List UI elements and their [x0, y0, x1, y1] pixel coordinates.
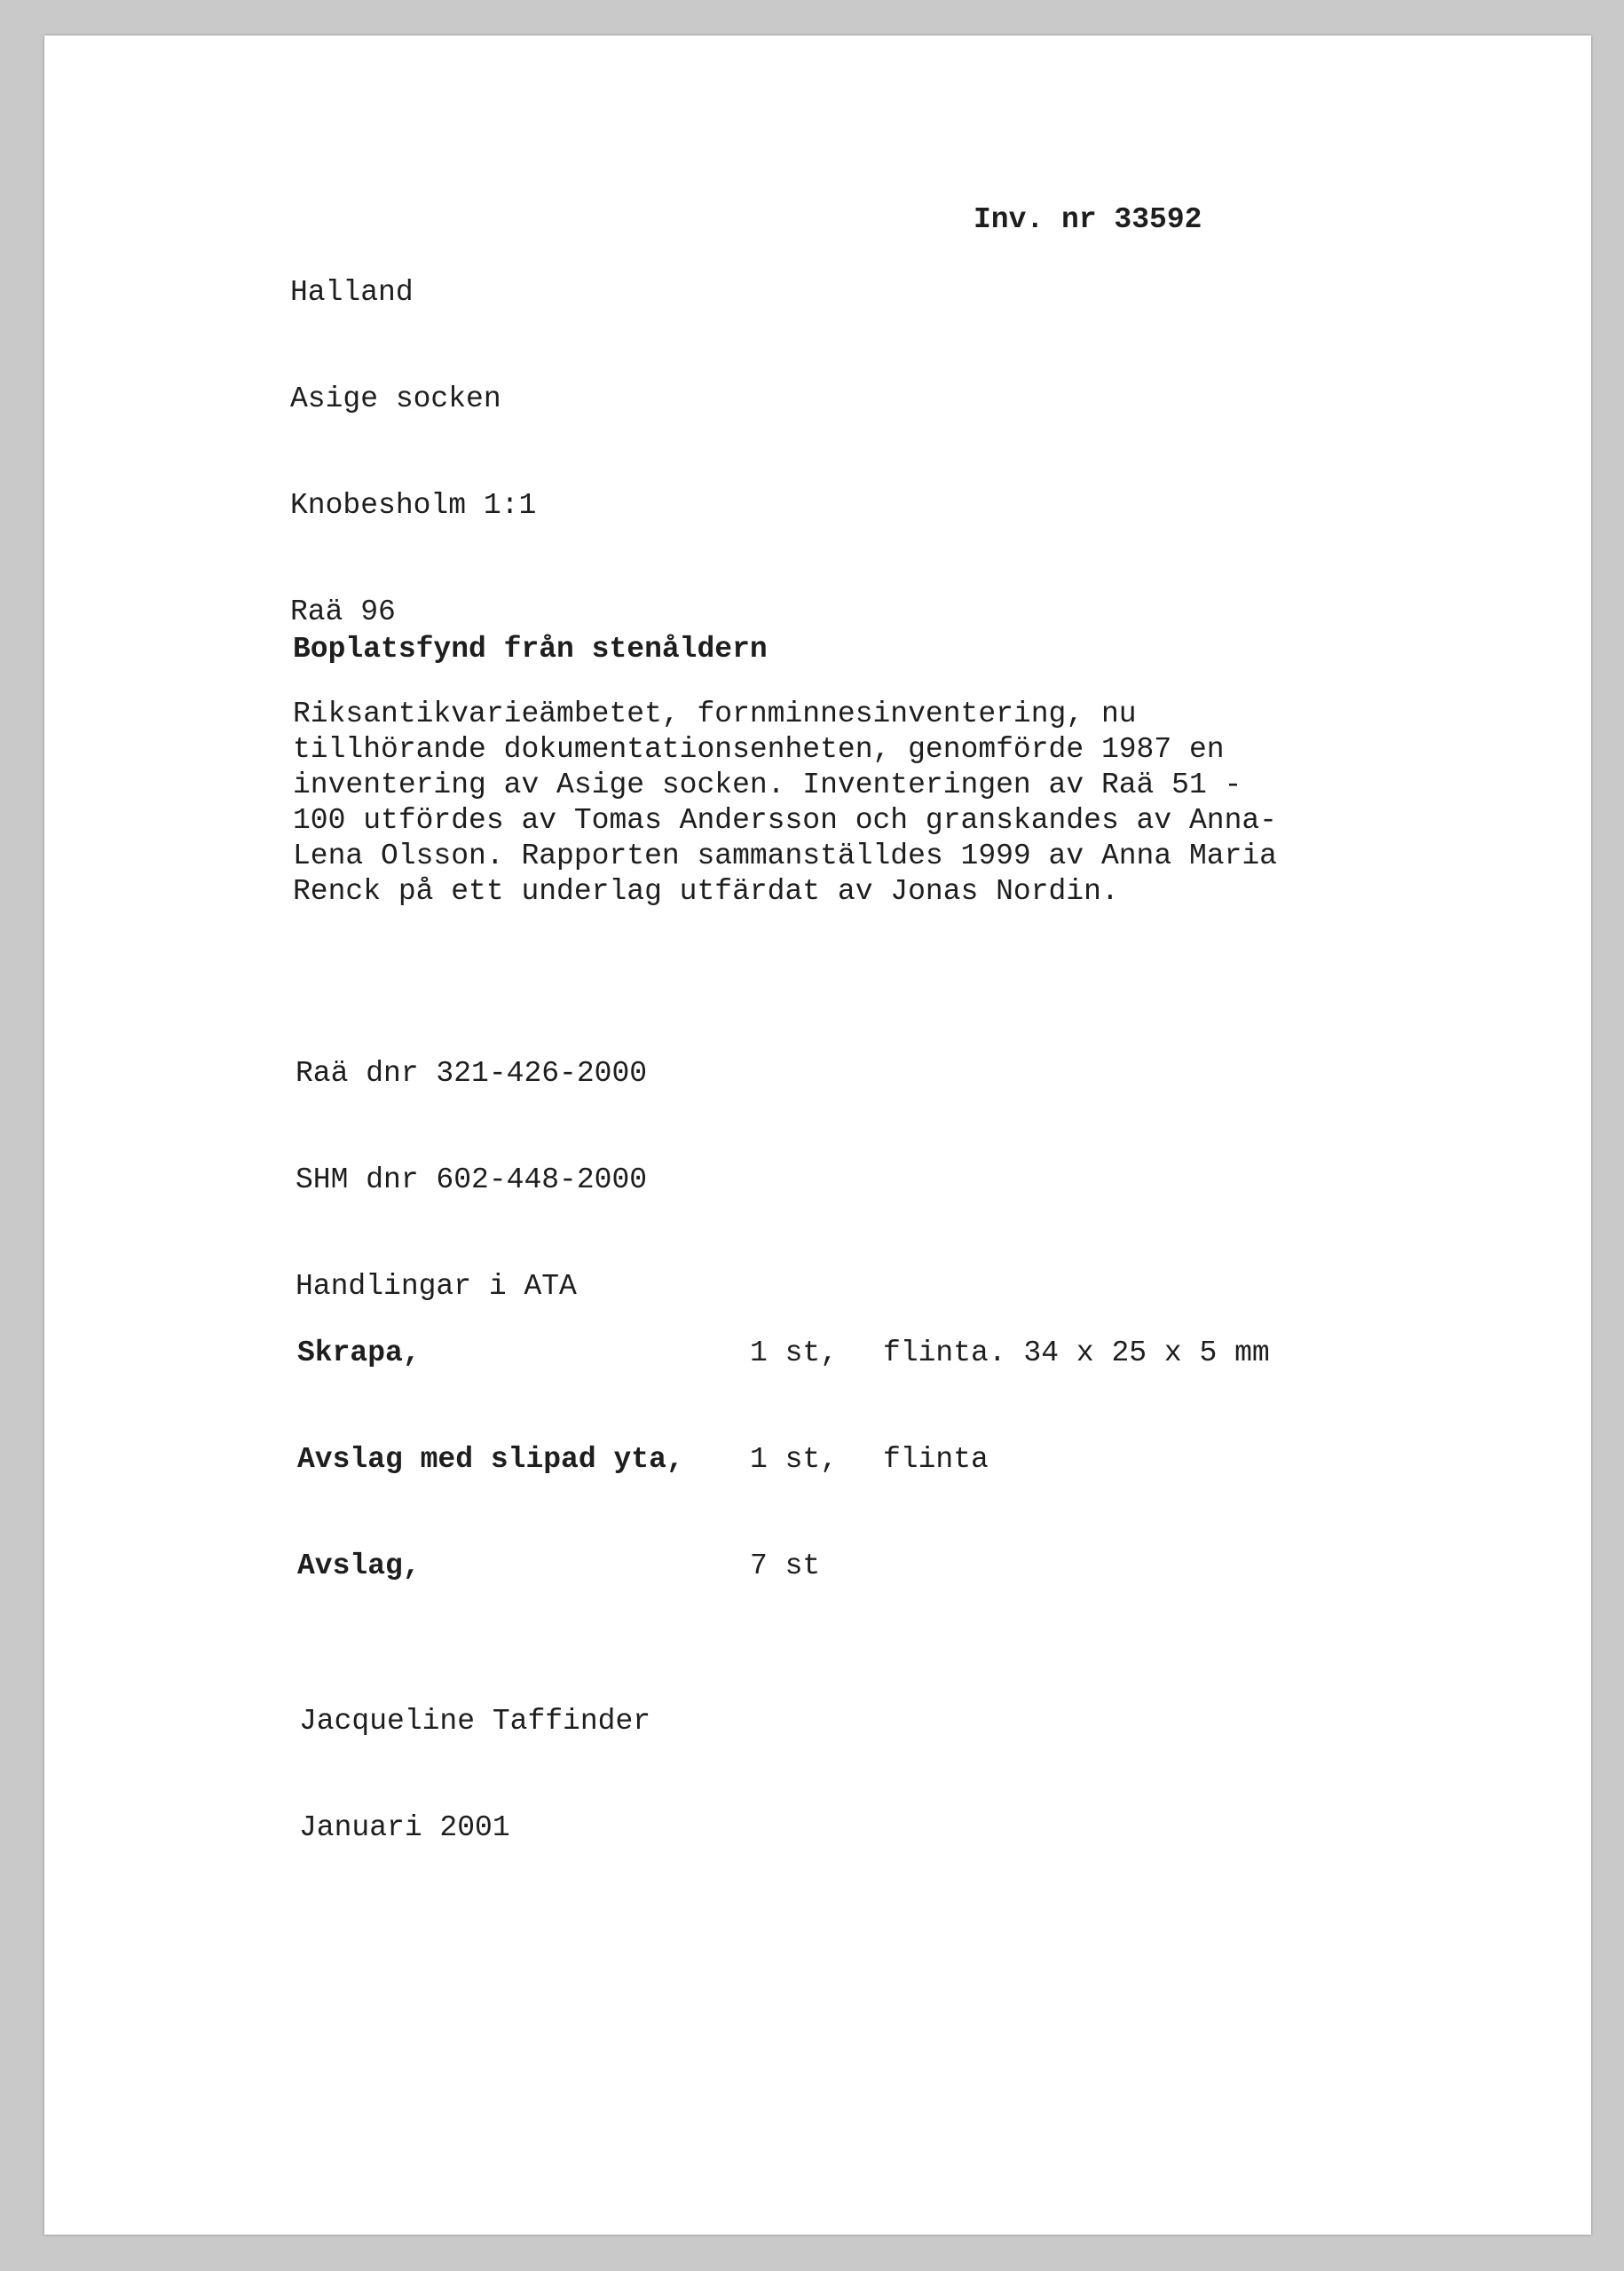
inventory-number: Inv. nr 33592	[974, 203, 1202, 236]
find-row	[297, 1549, 1270, 1584]
document-page	[44, 35, 1591, 2235]
location-property: Knobesholm 1:1	[290, 489, 537, 522]
signature-block	[299, 1633, 650, 1881]
location-block	[290, 204, 536, 666]
body-line: Renck på ett underlag utfärdat av Jonas Nordin.	[293, 875, 1119, 908]
body-line: Riksantikvarieämbetet, fornminnesinventering, nu	[293, 698, 1137, 730]
body-line: tillhörande dokumentationsenheten, genomförde 1987 en	[293, 733, 1225, 766]
find-name: Avslag,	[297, 1549, 421, 1582]
body-line: inventering av Asige socken. Inventeringen av Raä 51 -	[293, 769, 1242, 801]
find-row	[297, 1442, 1270, 1478]
find-description: flinta	[883, 1443, 989, 1476]
report-date: Januari 2001	[299, 1811, 510, 1844]
body-paragraph	[293, 697, 1277, 910]
location-raa-number: Raä 96	[290, 595, 396, 628]
author-name: Jacqueline Taffinder	[299, 1705, 651, 1738]
location-parish: Asige socken	[290, 382, 501, 415]
find-count: 1 st,	[750, 1443, 839, 1476]
find-count: 7 st	[750, 1549, 821, 1582]
find-description: flinta. 34 x 25 x 5 mm	[883, 1337, 1270, 1369]
body-line: 100 utfördes av Tomas Andersson och granskandes av Anna-	[293, 804, 1277, 837]
location-province: Halland	[290, 276, 414, 309]
archive-note: Handlingar i ATA	[296, 1270, 577, 1303]
finds-list	[297, 1265, 1270, 1620]
find-name: Skrapa,	[297, 1337, 421, 1369]
find-name: Avslag med slipad yta,	[297, 1443, 684, 1476]
raa-dnr: Raä dnr 321-426-2000	[296, 1057, 648, 1090]
body-line: Lena Olsson. Rapporten sammanställdes 1999 av Anna Maria	[293, 840, 1277, 872]
document-heading: Boplatsfynd från stenåldern	[293, 633, 768, 666]
find-count: 1 st,	[750, 1337, 839, 1369]
find-row	[297, 1336, 1270, 1371]
shm-dnr: SHM dnr 602-448-2000	[296, 1163, 648, 1196]
